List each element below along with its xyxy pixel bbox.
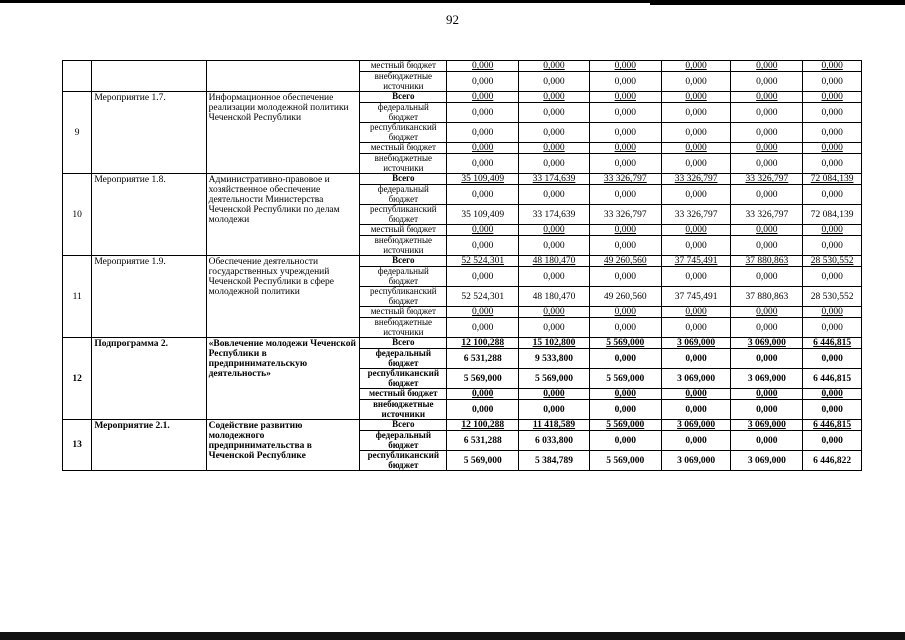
activity-description: Административно-правовое и хозяйственное обеспечение деятельности Министерства Чеченской Республики по делам молодежи [206,174,360,256]
amount-cell: 0,000 [447,123,519,143]
amount-cell: 0,000 [519,318,590,338]
amount-cell: 33 326,797 [661,174,731,185]
amount-cell: 0,000 [589,143,661,154]
amount-cell: 0,000 [661,143,731,154]
amount-cell: 3 069,000 [731,420,803,431]
amount-cell: 0,000 [803,103,862,123]
amount-cell: 33 326,797 [589,205,661,225]
amount-cell: 49 260,560 [589,256,661,267]
amount-cell: 33 174,639 [519,174,590,185]
funding-source: внебюджетные источники [360,318,447,338]
amount-cell: 0,000 [589,103,661,123]
amount-cell: 0,000 [803,349,862,369]
amount-cell: 0,000 [731,389,803,400]
activity-description: Содействие развитию молодежного предпринимательства в Чеченской Республике [206,420,360,471]
funding-source: внебюджетные источники [360,154,447,174]
activity-description [206,61,360,92]
amount-cell: 0,000 [589,349,661,369]
amount-cell: 0,000 [731,123,803,143]
amount-cell: 0,000 [803,307,862,318]
funding-source: местный бюджет [360,307,447,318]
amount-cell: 33 326,797 [661,205,731,225]
amount-cell: 0,000 [519,185,590,205]
amount-cell: 0,000 [661,72,731,92]
amount-cell: 28 530,552 [803,287,862,307]
amount-cell: 0,000 [803,154,862,174]
amount-cell: 0,000 [519,400,590,420]
amount-cell: 0,000 [519,154,590,174]
table-row [63,92,862,103]
amount-cell: 52 524,301 [447,287,519,307]
amount-cell: 0,000 [803,185,862,205]
activity-description: Информационное обеспечение реализации молодежной политики Чеченской Республики [206,92,360,174]
funding-source: федеральный бюджет [360,267,447,287]
funding-source: Всего [360,338,447,349]
amount-cell: 6 446,815 [803,420,862,431]
amount-cell: 0,000 [447,154,519,174]
amount-cell: 0,000 [519,267,590,287]
amount-cell: 0,000 [519,103,590,123]
amount-cell: 0,000 [447,400,519,420]
activity-name: Мероприятие 2.1. [92,420,206,471]
top-rule-thick [650,0,905,5]
funding-source: Всего [360,420,447,431]
amount-cell: 0,000 [661,225,731,236]
amount-cell: 0,000 [803,225,862,236]
amount-cell: 0,000 [447,143,519,154]
amount-cell: 0,000 [661,349,731,369]
amount-cell: 0,000 [447,225,519,236]
amount-cell: 37 745,491 [661,256,731,267]
amount-cell: 0,000 [447,236,519,256]
amount-cell: 11 418,589 [519,420,590,431]
amount-cell: 0,000 [803,400,862,420]
amount-cell: 0,000 [447,72,519,92]
amount-cell: 0,000 [519,307,590,318]
funding-source: федеральный бюджет [360,103,447,123]
amount-cell: 0,000 [447,185,519,205]
funding-source: Всего [360,174,447,185]
amount-cell: 0,000 [661,185,731,205]
amount-cell: 0,000 [731,72,803,92]
amount-cell: 0,000 [731,349,803,369]
amount-cell: 0,000 [447,103,519,123]
funding-source: местный бюджет [360,143,447,154]
amount-cell: 5 569,000 [589,369,661,389]
amount-cell: 0,000 [731,318,803,338]
row-number: 12 [63,338,92,420]
amount-cell: 0,000 [519,72,590,92]
amount-cell: 0,000 [803,431,862,451]
amount-cell: 5 384,789 [519,451,590,471]
funding-source: федеральный бюджет [360,349,447,369]
amount-cell: 0,000 [447,267,519,287]
funding-source: федеральный бюджет [360,185,447,205]
amount-cell: 6 446,815 [803,369,862,389]
amount-cell: 0,000 [661,307,731,318]
funding-source: Всего [360,92,447,103]
row-number: 13 [63,420,92,471]
amount-cell: 0,000 [589,154,661,174]
table-row [63,174,862,185]
amount-cell: 0,000 [661,123,731,143]
amount-cell: 5 569,000 [447,369,519,389]
amount-cell: 3 069,000 [661,369,731,389]
amount-cell: 0,000 [589,225,661,236]
amount-cell: 35 109,409 [447,205,519,225]
amount-cell: 0,000 [447,389,519,400]
amount-cell: 0,000 [803,389,862,400]
bottom-rule [0,632,905,640]
amount-cell: 0,000 [731,431,803,451]
amount-cell: 6 033,800 [519,431,590,451]
amount-cell: 0,000 [589,431,661,451]
amount-cell: 72 084,139 [803,205,862,225]
activity-name [92,61,206,92]
amount-cell: 15 102,800 [519,338,590,349]
amount-cell: 0,000 [731,400,803,420]
amount-cell: 0,000 [661,61,731,72]
row-number: 10 [63,174,92,256]
funding-source: республиканский бюджет [360,451,447,471]
amount-cell: 3 069,000 [661,420,731,431]
amount-cell: 5 569,000 [519,369,590,389]
page-number: 92 [446,12,459,27]
amount-cell: 3 069,000 [731,338,803,349]
amount-cell: 0,000 [589,389,661,400]
amount-cell: 0,000 [519,61,590,72]
amount-cell: 3 069,000 [661,338,731,349]
amount-cell: 0,000 [731,61,803,72]
amount-cell: 0,000 [519,389,590,400]
amount-cell: 0,000 [519,123,590,143]
amount-cell: 0,000 [803,267,862,287]
amount-cell: 0,000 [731,225,803,236]
row-number: 9 [63,92,92,174]
activity-description: Обеспечение деятельности государственных учреждений Чеченской Республики в сфере молодежной политики [206,256,360,338]
amount-cell: 0,000 [519,143,590,154]
amount-cell: 0,000 [803,236,862,256]
amount-cell: 0,000 [447,61,519,72]
amount-cell: 6 531,288 [447,431,519,451]
funding-source: республиканский бюджет [360,287,447,307]
amount-cell: 37 880,863 [731,287,803,307]
amount-cell: 48 180,470 [519,287,590,307]
amount-cell: 0,000 [661,400,731,420]
amount-cell: 0,000 [589,267,661,287]
activity-name: Мероприятие 1.7. [92,92,206,174]
funding-source: внебюджетные источники [360,72,447,92]
amount-cell: 37 880,863 [731,256,803,267]
amount-cell: 6 446,815 [803,338,862,349]
amount-cell: 0,000 [803,92,862,103]
amount-cell: 0,000 [661,267,731,287]
funding-source: местный бюджет [360,389,447,400]
funding-source: республиканский бюджет [360,205,447,225]
amount-cell: 0,000 [447,92,519,103]
activity-name: Подпрограмма 2. [92,338,206,420]
amount-cell: 6 446,822 [803,451,862,471]
amount-cell: 0,000 [731,267,803,287]
amount-cell: 0,000 [661,389,731,400]
table-row [63,256,862,267]
amount-cell: 12 100,288 [447,338,519,349]
amount-cell: 0,000 [661,236,731,256]
amount-cell: 0,000 [803,123,862,143]
amount-cell: 0,000 [661,431,731,451]
activity-name: Мероприятие 1.8. [92,174,206,256]
amount-cell: 0,000 [731,236,803,256]
row-number: 11 [63,256,92,338]
amount-cell: 0,000 [661,103,731,123]
amount-cell: 0,000 [447,318,519,338]
row-number [63,61,92,92]
amount-cell: 0,000 [589,318,661,338]
funding-source: местный бюджет [360,61,447,72]
amount-cell: 0,000 [661,154,731,174]
amount-cell: 0,000 [731,92,803,103]
amount-cell: 0,000 [731,143,803,154]
amount-cell: 0,000 [589,400,661,420]
amount-cell: 5 569,000 [589,338,661,349]
funding-source: местный бюджет [360,225,447,236]
amount-cell: 0,000 [803,72,862,92]
amount-cell: 0,000 [589,307,661,318]
amount-cell: 0,000 [589,236,661,256]
amount-cell: 0,000 [589,185,661,205]
funding-source: Всего [360,256,447,267]
amount-cell: 35 109,409 [447,174,519,185]
amount-cell: 5 569,000 [589,420,661,431]
table-row [63,420,862,431]
amount-cell: 0,000 [731,103,803,123]
amount-cell: 5 569,000 [447,451,519,471]
amount-cell: 0,000 [589,61,661,72]
amount-cell: 0,000 [589,72,661,92]
amount-cell: 0,000 [803,143,862,154]
amount-cell: 6 531,288 [447,349,519,369]
amount-cell: 3 069,000 [661,451,731,471]
amount-cell: 28 530,552 [803,256,862,267]
funding-source: федеральный бюджет [360,431,447,451]
amount-cell: 49 260,560 [589,287,661,307]
amount-cell: 0,000 [731,307,803,318]
amount-cell: 0,000 [519,92,590,103]
amount-cell: 3 069,000 [731,451,803,471]
amount-cell: 33 326,797 [589,174,661,185]
amount-cell: 48 180,470 [519,256,590,267]
amount-cell: 0,000 [447,307,519,318]
amount-cell: 0,000 [803,318,862,338]
table-row [63,338,862,349]
amount-cell: 0,000 [589,92,661,103]
amount-cell: 5 569,000 [589,451,661,471]
table-row [63,61,862,72]
amount-cell: 0,000 [661,92,731,103]
activity-name: Мероприятие 1.9. [92,256,206,338]
amount-cell: 0,000 [661,318,731,338]
amount-cell: 33 174,639 [519,205,590,225]
amount-cell: 52 524,301 [447,256,519,267]
amount-cell: 0,000 [803,61,862,72]
amount-cell: 72 084,139 [803,174,862,185]
amount-cell: 9 533,800 [519,349,590,369]
funding-source: внебюджетные источники [360,236,447,256]
funding-source: внебюджетные источники [360,400,447,420]
amount-cell: 3 069,000 [731,369,803,389]
amount-cell: 37 745,491 [661,287,731,307]
amount-cell: 33 326,797 [731,205,803,225]
amount-cell: 0,000 [519,225,590,236]
budget-table [62,60,862,471]
activity-description: «Вовлечение молодежи Чеченской Республики в предпринимательскую деятельность» [206,338,360,420]
funding-source: республиканский бюджет [360,123,447,143]
amount-cell: 0,000 [731,185,803,205]
amount-cell: 0,000 [589,123,661,143]
amount-cell: 0,000 [731,154,803,174]
amount-cell: 12 100,288 [447,420,519,431]
funding-source: республиканский бюджет [360,369,447,389]
amount-cell: 0,000 [519,236,590,256]
amount-cell: 33 326,797 [731,174,803,185]
